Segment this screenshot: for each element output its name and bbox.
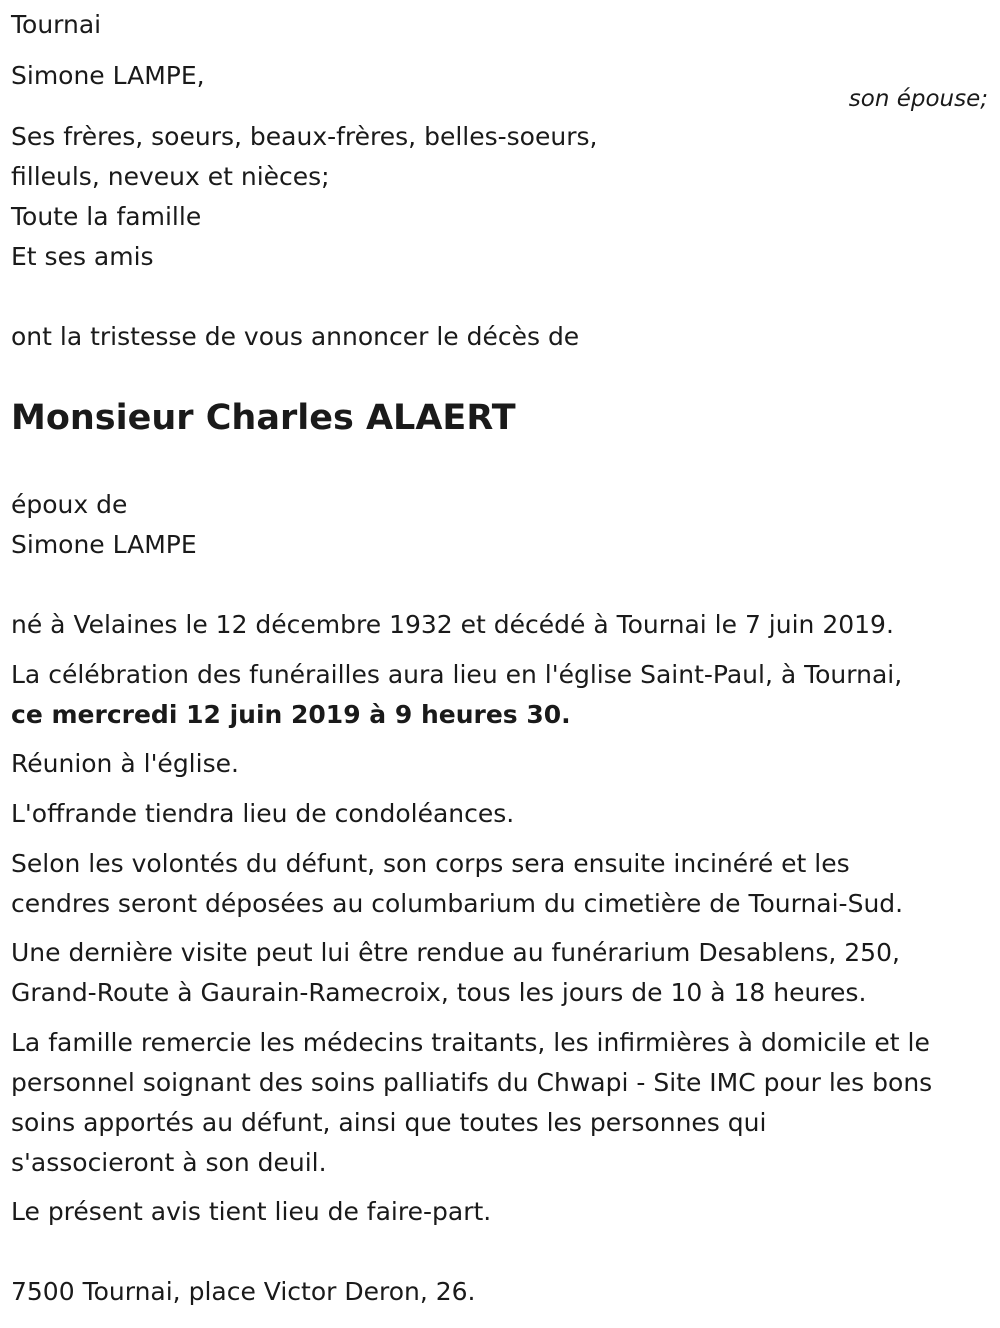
family-line: Ses frères, soeurs, beaux-frères, belles-soeurs,	[11, 122, 598, 151]
ceremony-line: La célébration des funérailles aura lieu en l'église Saint-Paul, à Tournai,	[11, 660, 903, 689]
thanks-line: La famille remercie les médecins traitants, les infirmières à domicile et le	[11, 1028, 930, 1057]
meeting: Réunion à l'église.	[11, 749, 239, 778]
announcement: ont la tristesse de vous annoncer le décès de	[11, 322, 580, 351]
offering: L'offrande tiendra lieu de condoléances.	[11, 799, 515, 828]
ceremony-date: ce mercredi 12 juin 2019 à 9 heures 30.	[11, 700, 571, 729]
thanks-line: s'associeront à son deuil.	[11, 1148, 327, 1177]
thanks-line: personnel soignant des soins palliatifs du Chwapi - Site IMC pour les bons	[11, 1068, 933, 1097]
family-line: Toute la famille	[11, 202, 202, 231]
birth-death: né à Velaines le 12 décembre 1932 et décédé à Tournai le 7 juin 2019.	[11, 610, 894, 639]
deceased-name: Monsieur Charles ALAERT	[11, 398, 516, 438]
visit-line: Une dernière visite peut lui être rendue au funérarium Desablens, 250,	[11, 938, 900, 967]
cremation-line: cendres seront déposées au columbarium du cimetière de Tournai-Sud.	[11, 889, 904, 918]
family-line: Et ses amis	[11, 242, 154, 271]
spouse-role: son épouse;	[848, 86, 988, 112]
cremation-line: Selon les volontés du défunt, son corps sera ensuite incinéré et les	[11, 849, 850, 878]
spouse-name: Simone LAMPE,	[11, 61, 205, 90]
family-line: filleuls, neveux et nièces;	[11, 162, 330, 191]
deceased-spouse-name: Simone LAMPE	[11, 530, 197, 559]
spouse-label: époux de	[11, 490, 128, 519]
notice: Le présent avis tient lieu de faire-part.	[11, 1197, 492, 1226]
address: 7500 Tournai, place Victor Deron, 26.	[11, 1277, 476, 1306]
thanks-line: soins apportés au défunt, ainsi que toutes les personnes qui	[11, 1108, 767, 1137]
city: Tournai	[11, 10, 102, 39]
visit-line: Grand-Route à Gaurain-Ramecroix, tous les jours de 10 à 18 heures.	[11, 978, 867, 1007]
